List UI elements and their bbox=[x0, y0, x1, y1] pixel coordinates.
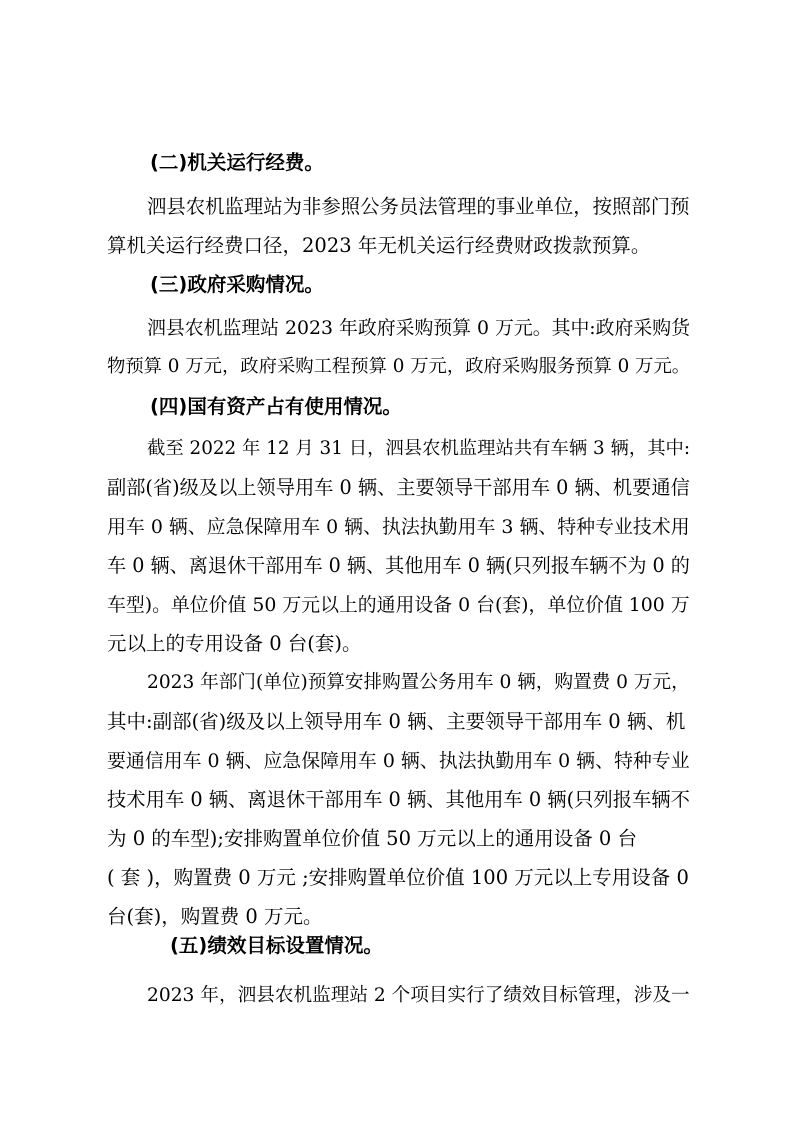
paragraph-line bbox=[0, 668, 793, 698]
paragraph-line bbox=[0, 473, 793, 503]
heading-text: (五)绩效目标设置情况。 bbox=[170, 934, 383, 957]
paragraph-line bbox=[0, 231, 793, 261]
paragraph-line bbox=[0, 590, 793, 620]
paragraph-text: 算机关运行经费口径，2023 年无机关运行经费财政拨款预算。 bbox=[107, 234, 651, 257]
paragraph-text: 台(套)，购置费 0 万元。 bbox=[107, 905, 323, 928]
paragraph-text: 截至 2022 年 12 月 31 日，泗县农机监理站共有车辆 3 辆，其中: bbox=[147, 438, 691, 459]
paragraph-line bbox=[0, 902, 793, 932]
paragraph-text: 车型)。单位价值 50 万元以上的通用设备 0 台(套)，单位价值 100 万 bbox=[107, 594, 690, 616]
paragraph-text: 车 0 辆、离退休干部用车 0 辆、其他用车 0 辆(只列报车辆不为 0 的 bbox=[107, 554, 690, 577]
paragraph-line bbox=[0, 863, 793, 893]
paragraph-text: ( 套 )，购置费 0 万元 ;安排购置单位价值 100 万元以上专用设备 0 bbox=[107, 866, 689, 889]
paragraph-line bbox=[0, 785, 793, 815]
paragraph-text: 技术用车 0 辆、离退休干部用车 0 辆、其他用车 0 辆(只列报车辆不 bbox=[107, 788, 690, 811]
paragraph-text: 要通信用车 0 辆、应急保障用车 0 辆、执法执勤用车 0 辆、特种专业 bbox=[107, 750, 690, 772]
paragraph-line bbox=[0, 981, 793, 1011]
paragraph-line bbox=[0, 707, 793, 737]
paragraph-text: 用车 0 辆、应急保障用车 0 辆、执法执勤用车 3 辆、特种专业技术用 bbox=[107, 516, 690, 538]
paragraph-text: 副部(省)级及以上领导用车 0 辆、主要领导干部用车 0 辆、机要通信 bbox=[107, 476, 690, 499]
paragraph-text: 元以上的专用设备 0 台(套)。 bbox=[107, 632, 362, 655]
paragraph-line bbox=[0, 746, 793, 776]
section-heading-procurement bbox=[0, 270, 793, 300]
paragraph-line bbox=[0, 192, 793, 222]
paragraph-line bbox=[0, 551, 793, 581]
paragraph-line bbox=[0, 512, 793, 542]
paragraph-line bbox=[0, 313, 793, 343]
paragraph-text: 泗县农机监理站为非参照公务员法管理的事业单位，按照部门预 bbox=[147, 195, 690, 218]
section-heading-operating-expenses bbox=[0, 148, 793, 178]
paragraph-text: 物预算 0 万元，政府采购工程预算 0 万元，政府采购服务预算 0 万元。 bbox=[107, 356, 691, 377]
paragraph-line bbox=[0, 824, 793, 854]
paragraph-text: 2023 年，泗县农机监理站 2 个项目实行了绩效目标管理，涉及一 bbox=[147, 985, 690, 1006]
section-heading-performance bbox=[0, 931, 793, 961]
paragraph-text: 泗县农机监理站 2023 年政府采购预算 0 万元。其中:政府采购货 bbox=[147, 317, 690, 339]
paragraph-text: 其中:副部(省)级及以上领导用车 0 辆、主要领导干部用车 0 辆、机 bbox=[107, 710, 686, 733]
section-heading-state-assets bbox=[0, 392, 793, 422]
paragraph-line bbox=[0, 434, 793, 464]
paragraph-text: 2023 年部门(单位)预算安排购置公务用车 0 辆，购置费 0 万元， bbox=[147, 672, 690, 693]
heading-text: (四)国有资产占有使用情况。 bbox=[150, 395, 402, 418]
paragraph-line bbox=[0, 352, 793, 382]
paragraph-text: 为 0 的车型);安排购置单位价值 50 万元以上的通用设备 0 台 bbox=[107, 827, 637, 850]
heading-text: (三)政府采购情况。 bbox=[150, 273, 324, 296]
paragraph-line bbox=[0, 629, 793, 659]
heading-text: (二)机关运行经费。 bbox=[150, 151, 324, 174]
